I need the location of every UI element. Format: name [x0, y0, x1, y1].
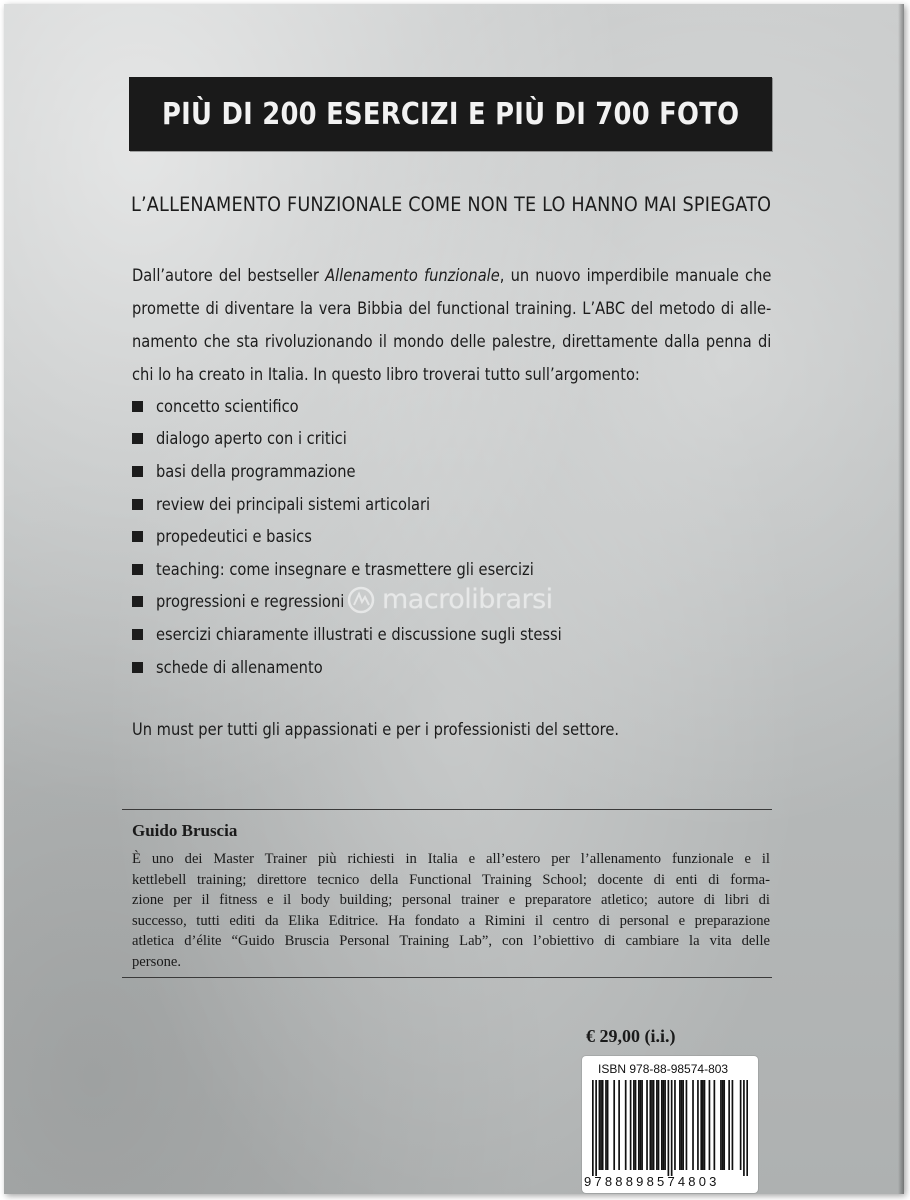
barcode-bar — [649, 1080, 651, 1170]
list-item-text: dialogo aperto con i critici — [156, 429, 347, 449]
intro-line-1-end: , un nuovo imperdibile manuale che — [499, 266, 772, 285]
barcode-digits: 9788898574803 — [584, 1174, 720, 1189]
barcode-bar — [740, 1080, 742, 1170]
list-item-text: concetto scientifico — [156, 396, 299, 416]
bullet-square-icon — [132, 433, 143, 444]
barcode-bar — [704, 1080, 706, 1170]
barcode-bar — [618, 1080, 620, 1170]
barcode-bar — [630, 1080, 632, 1170]
barcode-bar — [625, 1080, 627, 1170]
list-item — [132, 553, 613, 586]
title-banner — [129, 77, 772, 151]
list-item — [132, 488, 613, 521]
intro-line-4: chi lo ha creato in Italia. In questo libro troverai tutto sull’argomento: — [132, 365, 640, 384]
watermark-text: macrolibrarsi — [382, 584, 553, 615]
barcode-bar — [656, 1080, 658, 1170]
barcode-bar — [682, 1080, 684, 1170]
cover-edge-shadow — [898, 4, 904, 1194]
barcode-bar — [607, 1080, 609, 1170]
barcode-bar — [714, 1080, 716, 1170]
barcode-bar — [743, 1080, 745, 1176]
intro-line-2: promette di diventare la vera Bibbia del functional training. L’ABC del metodo di alle- — [132, 299, 772, 318]
list-item-text: propedeutici e basics — [156, 527, 312, 547]
store-watermark — [346, 584, 553, 615]
banner-title: PIÙ DI 200 ESERCIZI E PIÙ DI 700 FOTO — [161, 96, 740, 132]
barcode-bar — [668, 1080, 670, 1176]
barcode-bar — [679, 1080, 681, 1170]
list-item-text: review dei principali sistemi articolari — [156, 494, 431, 514]
barcode-bar — [681, 1080, 683, 1170]
barcode-bar — [613, 1080, 615, 1170]
barcode-bar — [722, 1080, 724, 1170]
isbn-label: ISBN 978-88-98574-803 — [598, 1062, 729, 1076]
list-item — [132, 520, 613, 553]
barcode-bar — [651, 1080, 653, 1170]
bio-line: atletica d’élite “Guido Bruscia Personal Training Lab”, con l’obiettivo di cambiare la vita delle — [132, 933, 770, 949]
barcode-bar — [674, 1080, 676, 1170]
barcode-bar — [635, 1080, 637, 1170]
barcode-bar — [592, 1080, 594, 1176]
barcode-bar — [646, 1080, 648, 1170]
topics-list — [132, 390, 613, 683]
bullet-square-icon — [132, 662, 143, 673]
subtitle: L’ALLENAMENTO FUNZIONALE COME NON TE LO HANNO MAI SPIEGATO — [131, 193, 772, 216]
price-label: € 29,00 (i.i.) — [586, 1026, 676, 1046]
list-item — [132, 423, 613, 456]
barcode-bar — [653, 1080, 655, 1170]
barcode-bar — [638, 1080, 640, 1170]
list-item-text: basi della programmazione — [156, 461, 356, 481]
intro-line-3: namento che sta rivoluzionando il mondo delle palestre, direttamente dalla penna di — [132, 332, 772, 351]
bullet-square-icon — [132, 531, 143, 542]
barcode-bar — [671, 1080, 673, 1176]
barcode-bar — [700, 1080, 702, 1170]
list-item — [132, 651, 613, 684]
bullet-square-icon — [132, 629, 143, 640]
barcode-bar — [732, 1080, 734, 1170]
bio-line: È uno dei Master Trainer più richiesti in Italia e all’estero per l’allenamento funzionale e il — [132, 851, 770, 867]
barcode-bar — [640, 1080, 642, 1170]
barcode-bar — [728, 1080, 730, 1170]
bullet-square-icon — [132, 564, 143, 575]
bio-line: kettlebell training; direttore tecnico della Functional Training School; docente di enti di forma- — [132, 871, 770, 888]
book-back-cover — [4, 4, 904, 1194]
barcode-bar — [746, 1080, 748, 1176]
list-item — [132, 390, 613, 423]
barcode-bar — [692, 1080, 694, 1170]
barcode-panel — [582, 1056, 758, 1193]
list-item-text: teaching: come insegnare e trasmettere gli esercizi — [156, 559, 534, 579]
barcode-bar — [661, 1080, 663, 1170]
barcode-bar — [605, 1080, 607, 1170]
list-item — [132, 455, 613, 488]
closing-sentence: Un must per tutti gli appassionati e per i professionisti del settore. — [132, 720, 620, 739]
barcode-bar — [720, 1080, 722, 1170]
barcode-bar — [697, 1080, 699, 1170]
list-item-text: progressioni e regressioni — [156, 592, 345, 612]
barcode-bar — [658, 1080, 660, 1170]
list-item — [132, 618, 613, 651]
intro-line-1-start: Dall’autore del bestseller — [132, 266, 326, 285]
bullet-square-icon — [132, 401, 143, 412]
watermark-logo-icon — [346, 585, 376, 615]
bio-line: successo, tutti editi da Elika Editrice. Ha fondato a Rimini il centro di personal e preparazione — [132, 912, 770, 929]
barcode-bar — [641, 1080, 643, 1170]
barcode-bar — [723, 1080, 725, 1170]
intro-line-1 — [132, 259, 771, 292]
barcode-image — [592, 1080, 748, 1176]
intro-paragraph — [132, 259, 771, 391]
bio-line: zione per il fitness e il body building; personal trainer e preparatore atletico; autore di libri di — [132, 892, 770, 908]
divider-top — [122, 809, 772, 810]
bullet-square-icon — [132, 499, 143, 510]
barcode-bar — [686, 1080, 688, 1170]
bullet-square-icon — [132, 466, 143, 477]
barcode-bar — [709, 1080, 711, 1170]
barcode-bar — [600, 1080, 602, 1170]
barcode-bar — [599, 1080, 601, 1170]
list-item-text: schede di allenamento — [156, 657, 323, 677]
author-bio — [132, 849, 770, 972]
barcode-bar — [602, 1080, 604, 1170]
barcode-bar — [702, 1080, 704, 1170]
author-name: Guido Bruscia — [132, 821, 238, 840]
barcode-bar — [595, 1080, 597, 1176]
list-item-text: esercizi chiaramente illustrati e discussione sugli stessi — [156, 624, 562, 644]
barcode-bar — [663, 1080, 665, 1170]
bio-line: persone. — [132, 953, 182, 970]
barcode-bar — [633, 1080, 635, 1170]
book-title-reference: Allenamento funzionale — [325, 266, 500, 285]
divider-bottom — [122, 977, 772, 978]
barcode-bar — [664, 1080, 666, 1170]
bullet-square-icon — [132, 596, 143, 607]
